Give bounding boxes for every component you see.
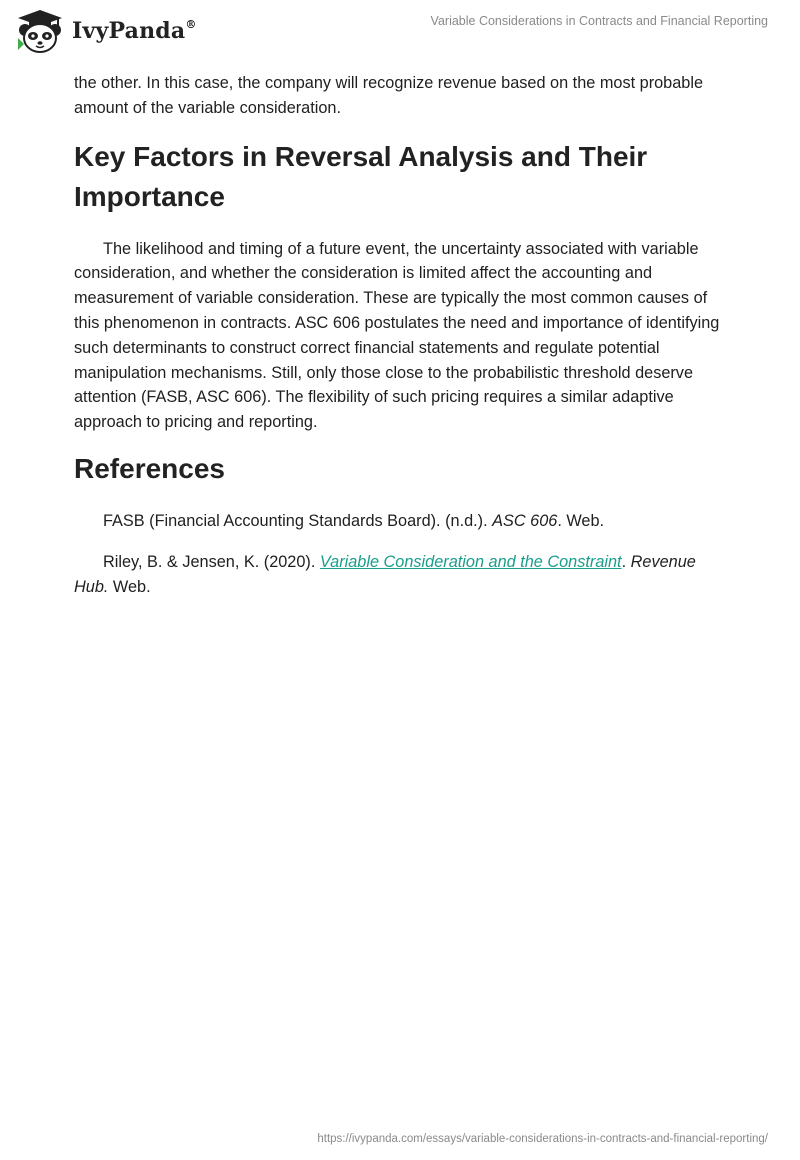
logo-wordmark: IvyPanda® [72,17,197,44]
ivypanda-logo[interactable] [14,8,197,54]
reference-link[interactable]: Variable Consideration and the Constraint [319,552,622,571]
footer-url: https://ivypanda.com/essays/variable-considerations-in-contracts-and-financial-reporting/ [317,1133,768,1145]
section-heading: Key Factors in Reversal Analysis and Their Importance [74,140,648,212]
section-paragraph: The likelihood and timing of a future event, the uncertainty associated with variable consideration, and whether the consideration is limited affect the accounting and measurement of variable consideration. These are typically the most common causes of this phenomenon in contracts. ASC 606 postulates the need and importance of identifying such determinants to construct correct financial statements and regulate potential manipulation mechanisms. Still, only those close to the probabilistic threshold deserve attention (FASB, ASC 606). The flexibility of such pricing requires a similar adaptive approach to pricing and reporting. [74,239,720,432]
reference-item: FASB (Financial Accounting Standards Board). (n.d.). ASC 606. Web. [103,511,605,530]
intro-paragraph: the other. In this case, the company will recognize revenue based on the most probable amount of the variable consideration. [74,74,704,117]
registered-mark: ® [185,17,197,31]
page-header [0,0,800,70]
panda-graduate-icon [14,8,66,54]
references-heading: References [74,452,225,484]
reference-item: Riley, B. & Jensen, K. (2020). Variable Consideration and the Constraint. Revenue Hub. Web. [74,552,696,596]
essay-content [74,70,734,599]
running-title: Variable Considerations in Contracts and Financial Reporting [430,14,768,28]
